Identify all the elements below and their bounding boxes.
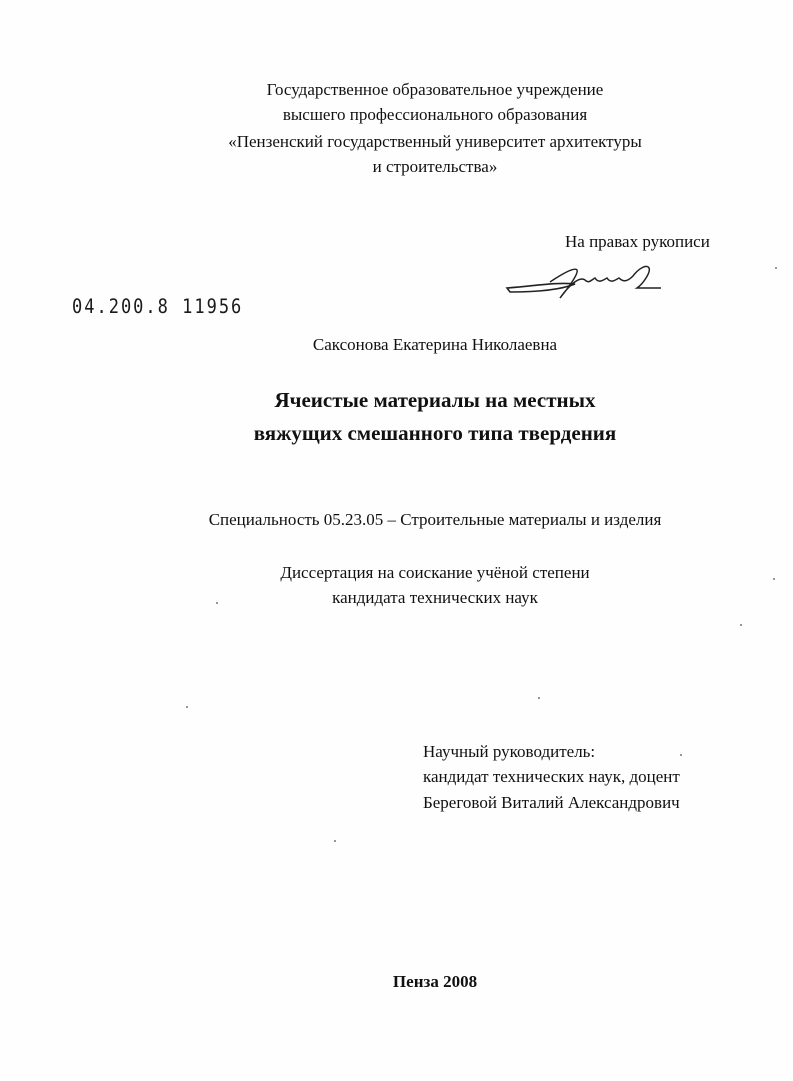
supervisor-label: Научный руководитель:	[423, 742, 596, 761]
scan-speck	[773, 578, 775, 580]
scan-speck	[538, 697, 540, 699]
scan-speck	[740, 624, 742, 626]
scan-speck	[775, 267, 777, 269]
scan-speck	[216, 602, 218, 604]
signature-image	[505, 262, 665, 302]
supervisor-name: Береговой Виталий Александрович	[423, 793, 680, 812]
scan-speck	[334, 840, 336, 842]
supervisor-rank: кандидат технических наук, доцент	[423, 767, 680, 786]
specialty-line: Специальность 05.23.05 – Строительные материалы и изделия	[208, 510, 662, 529]
institution-line-2: высшего профессионального образования	[282, 105, 588, 124]
institution-line-1: Государственное образовательное учреждение	[266, 80, 604, 99]
degree-line-1: Диссертация на соискание учёной степени	[280, 563, 590, 582]
institution-line-4: и строительства»	[372, 157, 498, 176]
degree-line-2: кандидата технических наук	[332, 588, 538, 607]
author-name: Саксонова Екатерина Николаевна	[312, 335, 558, 354]
scan-speck	[186, 706, 188, 708]
city-year: Пенза 2008	[392, 972, 478, 991]
scan-speck	[680, 754, 682, 756]
dissertation-title-line-2: вяжущих смешанного типа твердения	[253, 421, 617, 445]
inventory-stamp: 04.200.8 11956	[72, 295, 244, 319]
institution-line-3: «Пензенский государственный университет архитектуры	[228, 132, 642, 151]
manuscript-note: На правах рукописи	[565, 232, 710, 251]
dissertation-title-line-1: Ячеистые материалы на местных	[274, 388, 596, 412]
